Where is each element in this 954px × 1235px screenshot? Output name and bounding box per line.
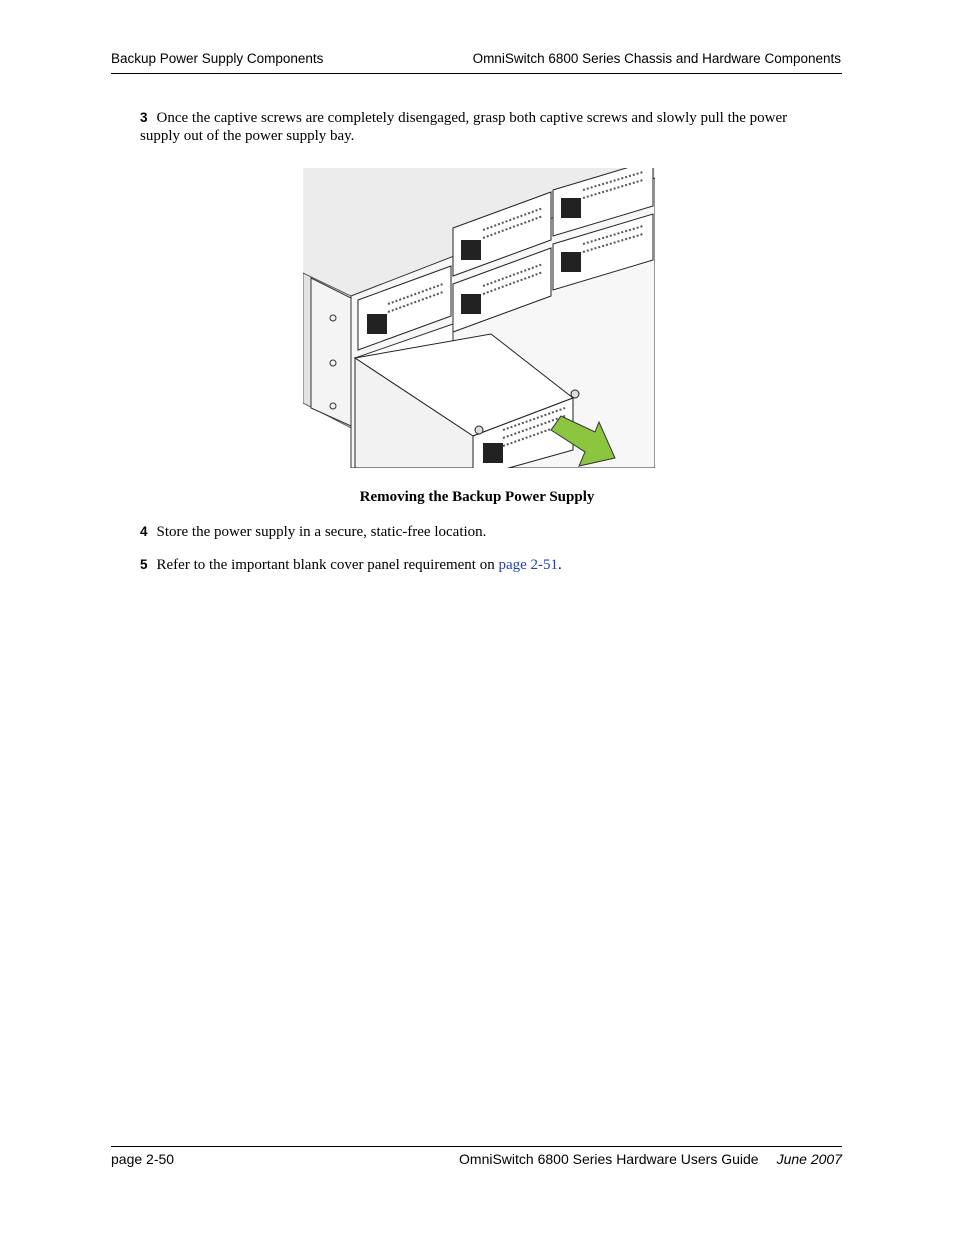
power-supply-removal-illustration bbox=[303, 168, 655, 468]
header-section-title: Backup Power Supply Components bbox=[111, 51, 324, 66]
publication-date: June 2007 bbox=[776, 1151, 842, 1167]
page-link[interactable]: page 2-51 bbox=[498, 557, 559, 573]
footer-rule bbox=[111, 1146, 842, 1147]
step-number: 3 bbox=[140, 110, 148, 125]
step-number: 4 bbox=[140, 524, 148, 539]
page-number: page 2-50 bbox=[111, 1151, 175, 1167]
step-text-end: . bbox=[558, 557, 562, 573]
footer-right bbox=[459, 1151, 842, 1167]
step-text: Store the power supply in a secure, static-free location. bbox=[156, 524, 487, 540]
step-4 bbox=[140, 523, 486, 541]
captive-screw-icon bbox=[475, 426, 483, 434]
page-header bbox=[111, 51, 841, 73]
figure-caption: Removing the Backup Power Supply bbox=[359, 489, 595, 505]
step-3 bbox=[140, 109, 830, 145]
guide-title: OmniSwitch 6800 Series Hardware Users Guide bbox=[459, 1151, 759, 1167]
header-rule bbox=[111, 73, 842, 74]
header-chapter-title: OmniSwitch 6800 Series Chassis and Hardware Components bbox=[472, 51, 841, 66]
step-5 bbox=[140, 556, 562, 574]
power-receptacle-icon bbox=[483, 443, 503, 463]
step-number: 5 bbox=[140, 557, 148, 572]
captive-screw-icon bbox=[571, 390, 579, 398]
step-text: Refer to the important blank cover panel requirement on bbox=[156, 557, 499, 573]
step-text: Once the captive screws are completely disengaged, grasp both captive screws and slowly pull the power supply out of the power supply bay. bbox=[140, 110, 788, 144]
